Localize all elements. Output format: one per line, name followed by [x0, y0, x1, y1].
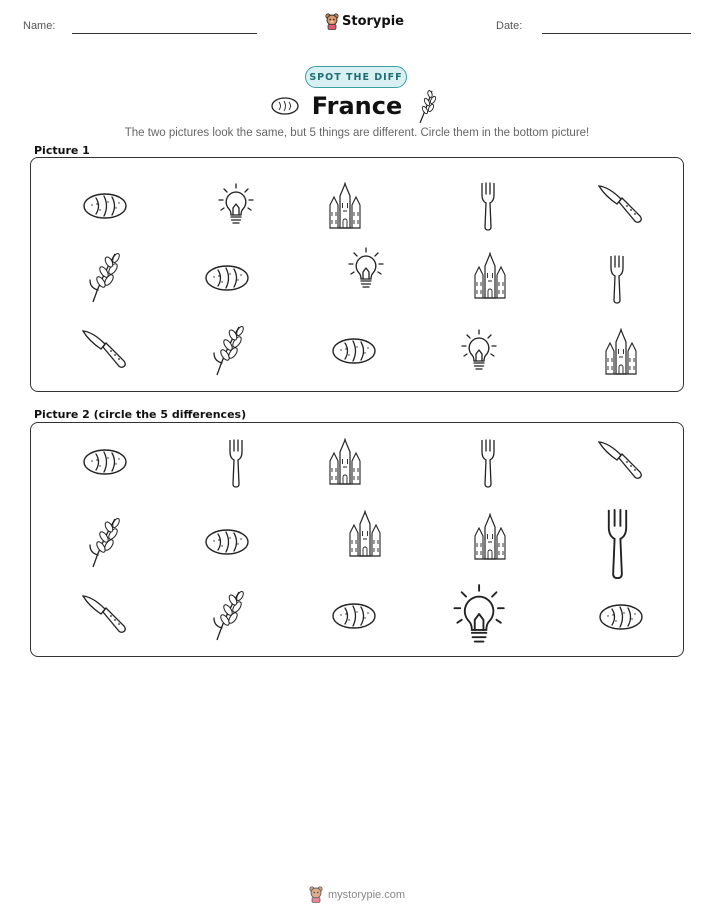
picture-cell[interactable]: [300, 173, 390, 238]
fork-icon: [478, 181, 498, 231]
lightbulb-icon: [453, 585, 505, 649]
cathedral-icon: [604, 329, 638, 375]
date-field[interactable]: [542, 33, 691, 34]
spot-the-diff-badge: SPOT THE DIFF: [305, 66, 407, 88]
fork-icon: [603, 507, 632, 580]
picture-cell[interactable]: [309, 583, 399, 648]
picture-cell[interactable]: [59, 318, 149, 383]
date-label: Date:: [496, 20, 523, 32]
picture-cell[interactable]: [434, 584, 524, 649]
picture-cell[interactable]: [59, 245, 149, 310]
picture-cell[interactable]: [182, 509, 272, 574]
name-label: Name:: [23, 20, 56, 32]
picture-cell[interactable]: [309, 318, 399, 383]
picture-2-panel[interactable]: [30, 422, 684, 657]
picture-cell[interactable]: [321, 237, 411, 302]
picture-cell[interactable]: [443, 173, 533, 238]
picture-cell[interactable]: [191, 173, 281, 238]
fork-icon: [478, 438, 498, 488]
bread-icon: [331, 336, 377, 366]
page-title: France: [311, 92, 403, 120]
cathedral-icon: [473, 253, 507, 299]
picture-cell[interactable]: [445, 504, 535, 569]
name-field[interactable]: [72, 33, 257, 34]
cathedral-icon: [328, 183, 362, 229]
bread-icon: [204, 263, 250, 293]
bread-icon: [82, 447, 128, 477]
lavender-icon: [413, 89, 439, 130]
logo-text: Storypie: [342, 14, 404, 29]
lightbulb-icon: [218, 184, 254, 228]
lavender-icon: [211, 325, 245, 377]
bread-icon: [204, 527, 250, 557]
picture-cell[interactable]: [60, 173, 150, 238]
storypie-logo: [325, 13, 404, 30]
picture-cell[interactable]: [183, 318, 273, 383]
picture-cell[interactable]: [182, 245, 272, 310]
knife-icon: [597, 439, 643, 485]
lavender-icon: [87, 252, 121, 304]
picture-cell[interactable]: [445, 243, 535, 308]
bread-icon: [331, 601, 377, 631]
knife-icon: [81, 593, 127, 639]
picture-cell[interactable]: [576, 584, 666, 649]
picture-cell[interactable]: [434, 319, 524, 384]
picture-1-label: Picture 1: [34, 144, 90, 157]
picture-cell[interactable]: [575, 173, 665, 238]
picture-cell[interactable]: [576, 319, 666, 384]
knife-icon: [81, 328, 127, 374]
knife-icon: [597, 183, 643, 229]
mascot-icon: [309, 886, 323, 903]
lightbulb-icon: [348, 248, 384, 292]
picture-cell[interactable]: [191, 430, 281, 495]
mascot-icon: [325, 13, 339, 30]
fork-icon: [607, 254, 627, 304]
picture-cell[interactable]: [300, 429, 390, 494]
footer: [0, 886, 714, 903]
picture-cell[interactable]: [320, 501, 410, 566]
picture-cell[interactable]: [572, 511, 662, 576]
cathedral-icon: [348, 511, 382, 557]
fork-icon: [226, 438, 246, 488]
lightbulb-icon: [461, 330, 497, 374]
cathedral-icon: [328, 439, 362, 485]
picture-cell[interactable]: [183, 583, 273, 648]
instructions: The two pictures look the same, but 5 things are different. Circle them in the bottom picture!: [124, 127, 590, 139]
picture-cell[interactable]: [59, 583, 149, 648]
picture-1-panel[interactable]: [30, 157, 684, 392]
picture-cell[interactable]: [443, 430, 533, 495]
bread-icon: [82, 191, 128, 221]
picture-cell[interactable]: [59, 510, 149, 575]
picture-cell[interactable]: [572, 246, 662, 311]
lavender-icon: [87, 517, 121, 569]
picture-cell[interactable]: [60, 429, 150, 494]
footer-url: mystorypie.com: [327, 888, 406, 901]
lavender-icon: [211, 590, 245, 642]
cathedral-icon: [473, 514, 507, 560]
picture-cell[interactable]: [575, 429, 665, 494]
picture-2-label: Picture 2 (circle the 5 differences): [34, 408, 247, 421]
bread-icon: [598, 602, 644, 632]
